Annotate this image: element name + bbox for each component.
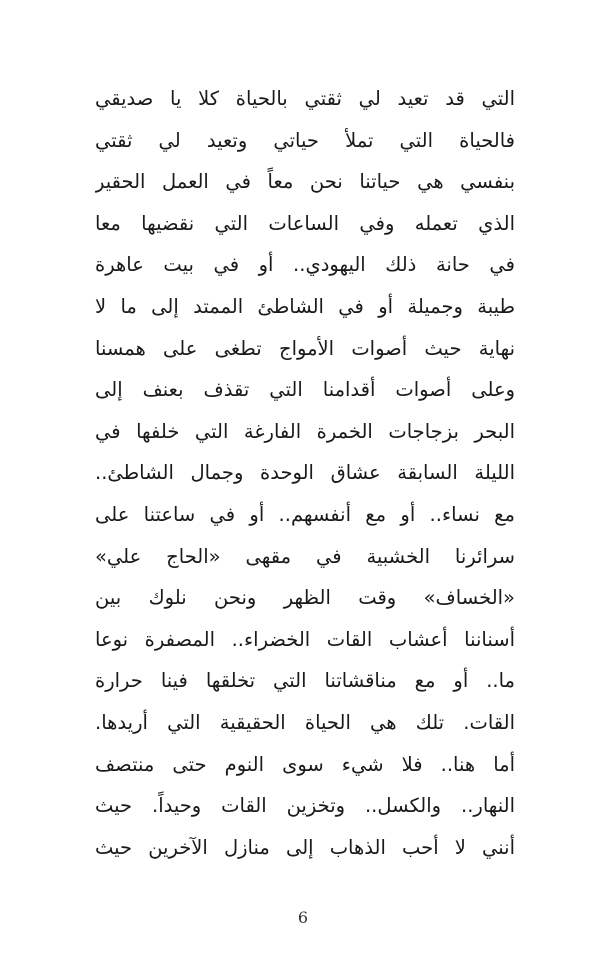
text-line: أسناننا أعشاب القات الخضراء.. المصفرة نوعا xyxy=(95,627,515,651)
text-line: الليلة السابقة عشاق الوحدة وجمال الشاطئ.. xyxy=(95,461,515,485)
text-line: أنني لا أحب الذهاب إلى منازل الآخرين حيث xyxy=(95,835,515,859)
page-number: 6 xyxy=(297,908,309,927)
body-text xyxy=(95,78,515,868)
text-line: ما.. أو مع مناقشاتنا التي تخلقها فينا حرارة xyxy=(95,669,515,693)
text-line: بنفسي هي حياتنا نحن معاً في العمل الحقير xyxy=(95,170,515,194)
text-line: نهاية حيث أصوات الأمواج تطغى على همسنا xyxy=(95,336,515,360)
text-line: «الخساف» وقت الظهر ونحن نلوك بين xyxy=(95,586,515,610)
text-line: التي قد تعيد لي ثقتي بالحياة كلا يا صديقي xyxy=(95,87,515,110)
text-line: وعلى أصوات أقدامنا التي تقذف بعنف إلى xyxy=(95,378,515,402)
text-line: أما هنا.. فلا شيء سوى النوم حتى منتصف xyxy=(95,752,515,776)
text-line: سرائرنا الخشبية في مقهى «الحاج علي» xyxy=(95,544,515,568)
text-line: القات. تلك هي الحياة الحقيقية التي أريدها. xyxy=(95,710,515,734)
text-line: في حانة ذلك اليهودي.. أو في بيت عاهرة xyxy=(95,253,515,277)
text-line: النهار.. والكسل.. وتخزين القات وحيداً. حيث xyxy=(95,794,515,818)
text-line: فالحياة التي تملأ حياتي وتعيد لي ثقتي xyxy=(95,128,515,152)
text-line: البحر بزجاجات الخمرة الفارغة التي خلفها في xyxy=(95,419,515,443)
text-line: مع نساء.. أو مع أنفسهم.. أو في ساعتنا على xyxy=(95,502,515,526)
text-line: الذي تعمله وفي الساعات التي نقضيها معا xyxy=(95,211,515,235)
text-line: طيبة وجميلة أو في الشاطئ الممتد إلى ما لا xyxy=(95,294,515,318)
